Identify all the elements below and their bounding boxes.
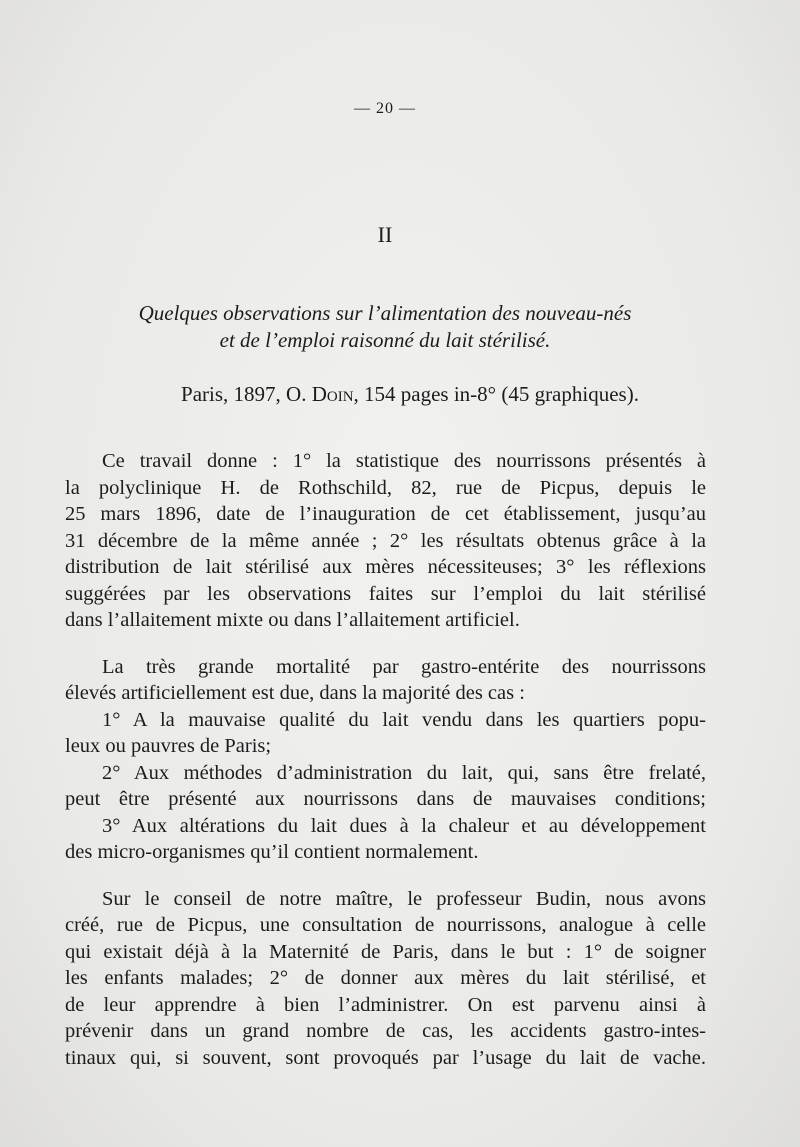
text-line: Ce travail donne : 1° la statistique des nourrissons présentés à <box>102 450 706 472</box>
text-line: peut être présenté aux nourrissons dans de mauvaises conditions; <box>65 788 706 810</box>
text-line: créé, rue de Picpus, une consultation de nourrissons, analogue à celle <box>65 914 706 936</box>
text-line: tinaux qui, si souvent, sont provoqués par l’usage du lait de vache. <box>65 1046 706 1069</box>
text-line: qui existait déjà à la Maternité de Paris, dans le but : 1° de soigner <box>65 940 706 963</box>
section-numeral: II <box>377 222 393 247</box>
body-text <box>65 448 706 1091</box>
title-line-1: Quelques observations sur l’alimentation des nouveau-nés <box>138 301 632 325</box>
text-line: 2° Aux méthodes d’administration du lait, qui, sans être frelaté, <box>102 761 706 784</box>
publisher-name: Doin <box>311 382 354 406</box>
publication-info <box>90 382 730 407</box>
text-line: les enfants malades; 2° de donner aux mères du lait stérilisé, et <box>65 967 706 989</box>
text-line: 3° Aux altérations du lait dues à la chaleur et au développement <box>102 814 706 837</box>
publication-suffix: , 154 pages in-8° (45 graphiques). <box>353 382 639 406</box>
text-line: 31 décembre de la même année ; 2° les résultats obtenus grâce à la <box>65 529 706 552</box>
page-number: — 20 — <box>354 100 416 117</box>
text-line: des micro-organismes qu’il contient normalement. <box>65 841 479 863</box>
text-line: prévenir dans un grand nombre de cas, les accidents gastro-intes- <box>65 1020 706 1042</box>
text-line: Sur le conseil de notre maître, le professeur Budin, nous avons <box>102 887 706 910</box>
text-line: élevés artificiellement est due, dans la majorité des cas : <box>65 682 525 704</box>
section-title <box>90 300 680 354</box>
title-line-2: et de l’emploi raisonné du lait stérilisé. <box>219 328 551 352</box>
text-line: 25 mars 1896, date de l’inauguration de cet établissement, jusqu’au <box>65 503 706 525</box>
text-line: de leur apprendre à bien l’administrer. On est parvenu ainsi à <box>65 993 706 1016</box>
text-line: la polyclinique H. de Rothschild, 82, rue de Picpus, depuis le <box>65 476 706 499</box>
text-line: 1° A la mauvaise qualité du lait vendu dans les quartiers popu- <box>102 708 706 731</box>
paragraph-3 <box>65 886 706 1072</box>
text-line: distribution de lait stérilisé aux mères nécessiteuses; 3° les réflexions <box>65 556 706 578</box>
text-line: dans l’allaitement mixte ou dans l’allaitement artificiel. <box>65 609 520 631</box>
publication-prefix: Paris, 1897, O. <box>181 382 312 406</box>
text-line: suggérées par les observations faites sur l’emploi du lait stérilisé <box>65 582 706 605</box>
text-line: leux ou pauvres de Paris; <box>65 735 272 757</box>
paragraph-1 <box>65 448 706 634</box>
paragraph-2 <box>65 654 706 866</box>
text-line: La très grande mortalité par gastro-entérite des nourrissons <box>102 655 706 678</box>
